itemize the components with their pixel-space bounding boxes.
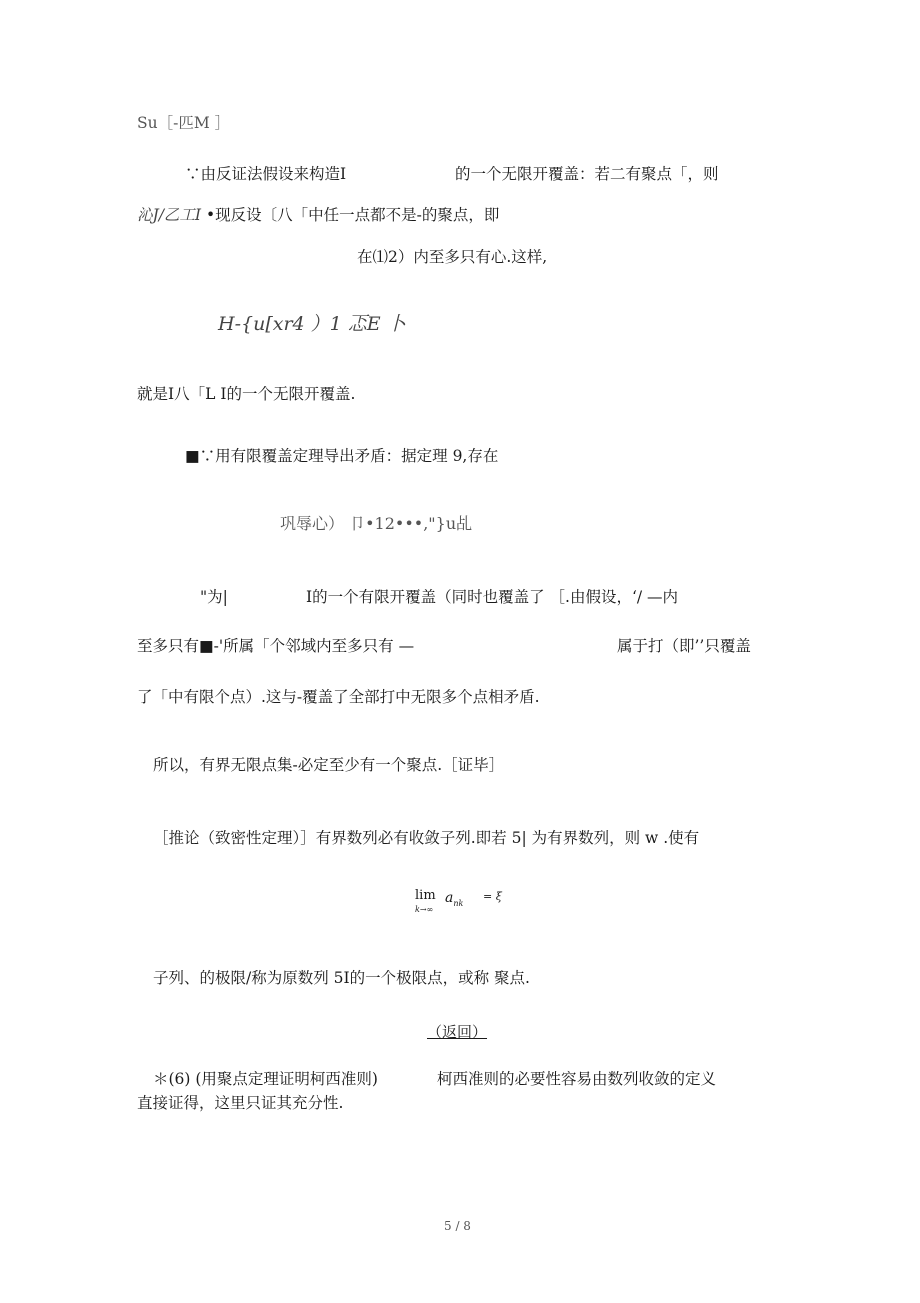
- back-link[interactable]: （返回）: [427, 1023, 488, 1041]
- text-line-16b: 柯西准则的必要性容易由数列收敛的定义: [437, 1070, 717, 1088]
- text-line-7: ■∵用有限覆盖定理导出矛盾：据定理 9,存在: [185, 447, 499, 465]
- text-line-13: ［推论（致密性定理）］有界数列必有收敛子列.即若 5| 为有界数列，则 w .使有: [153, 829, 700, 847]
- lim-rhs: = ξ: [483, 890, 502, 903]
- text-line-9a: "为|: [200, 588, 228, 606]
- formula-limit: [415, 888, 505, 922]
- text-line-10a: 至多只有■-'所属「个邻域内至多只有 —: [137, 637, 415, 655]
- lim-subscript: k→∞: [415, 905, 434, 914]
- text-line-3b: •现反设〔八「中任一点都不是-的聚点，即: [206, 206, 500, 224]
- text-line-10b: 属于打（即’’只覆盖: [617, 637, 751, 655]
- text-line-9b: I的一个有限开覆盖（同时也覆盖了 ［.由假设，‘/ —内: [306, 588, 679, 606]
- text-line-14: 子列、的极限/称为原数列 5I的一个极限点，或称 聚点.: [153, 969, 530, 987]
- lim-operator: lim: [415, 888, 436, 903]
- text-line-3a: 沁J/乙工I: [137, 206, 202, 224]
- text-line-16a: ＊(6) (用聚点定理证明柯西准则): [153, 1070, 378, 1088]
- text-line-6: 就是I八「L I的一个无限开覆盖.: [137, 385, 356, 403]
- page-number: 5 / 8: [444, 1219, 471, 1233]
- lim-body: $a_{nk}$: [445, 890, 464, 908]
- text-line-1: Su［-匹M ］: [137, 114, 231, 132]
- formula-finite-cover: 巩辱心） 卩•12•••,"}u乩: [280, 514, 473, 533]
- text-line-4: 在⑴2）内至多只有心.这样,: [357, 248, 548, 266]
- text-line-11: 了「中有限个点）.这与-覆盖了全部打中无限多个点相矛盾.: [137, 688, 540, 706]
- text-line-12: 所以，有界无限点集-必定至少有一个聚点.［证毕］: [153, 756, 505, 774]
- text-line-17: 直接证得，这里只证其充分性.: [137, 1094, 344, 1112]
- formula-cover-H: H-{u[xr4 ）1 忑E 卜: [218, 313, 406, 335]
- text-line-2b: 的一个无限开覆盖：若二有聚点「，则: [455, 165, 719, 183]
- text-line-2a: ∵由反证法假设来构造I: [185, 165, 347, 183]
